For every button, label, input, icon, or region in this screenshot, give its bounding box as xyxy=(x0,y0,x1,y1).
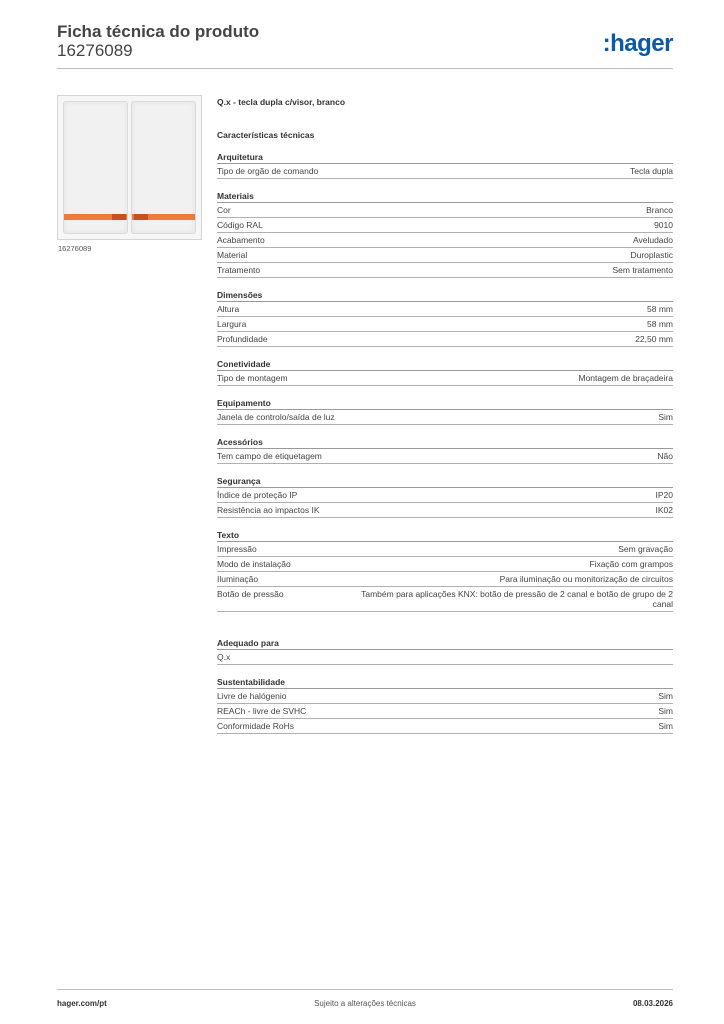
spec-group xyxy=(217,398,673,425)
spec-row xyxy=(217,302,673,317)
spec-label: Modo de instalação xyxy=(217,559,291,569)
page-title: Ficha técnica do produto xyxy=(57,22,260,41)
spec-group xyxy=(217,152,673,179)
spec-row xyxy=(217,233,673,248)
spec-group xyxy=(217,290,673,347)
spec-value: 58 mm xyxy=(647,319,673,329)
spec-group-title: Dimensões xyxy=(217,290,673,302)
spec-label: Conformidade RoHs xyxy=(217,721,295,731)
spec-value: 58 mm xyxy=(647,304,673,314)
spec-label: Q.x xyxy=(217,652,231,662)
spec-value: IP20 xyxy=(655,490,673,500)
spec-row xyxy=(217,488,673,503)
spec-group-title: Segurança xyxy=(217,476,673,488)
spec-label: Material xyxy=(217,250,248,260)
spec-group-title: Acessórios xyxy=(217,437,673,449)
spec-row xyxy=(217,572,673,587)
spec-group xyxy=(217,437,673,464)
spec-group-title: Materiais xyxy=(217,191,673,203)
spec-row xyxy=(217,332,673,347)
spec-group xyxy=(217,476,673,518)
spec-row xyxy=(217,263,673,278)
spec-group xyxy=(217,191,673,278)
spec-group-title: Arquitetura xyxy=(217,152,673,164)
spec-label: Acabamento xyxy=(217,235,265,245)
product-image xyxy=(57,95,202,240)
spec-value: Tecla dupla xyxy=(629,166,673,176)
header-divider xyxy=(57,68,673,69)
spec-label: Profundidade xyxy=(217,334,268,344)
spec-label: Cor xyxy=(217,205,231,215)
spec-row xyxy=(217,542,673,557)
spec-value: Para iluminação ou monitorização de circuitos xyxy=(499,574,673,584)
spec-row xyxy=(217,371,673,386)
spec-label: Impressão xyxy=(217,544,257,554)
spec-row xyxy=(217,410,673,425)
spec-group xyxy=(217,677,673,734)
spec-row xyxy=(217,650,673,665)
spec-group-title: Adequado para xyxy=(217,638,673,650)
spec-value: Sem gravação xyxy=(618,544,673,554)
image-caption: 16276089 xyxy=(58,244,92,253)
footer-website-link[interactable]: hager.com/pt xyxy=(57,999,107,1008)
spec-value: Não xyxy=(657,451,673,461)
led-lens xyxy=(134,214,148,220)
spec-group-title: Sustentabilidade xyxy=(217,677,673,689)
spec-label: Botão de pressão xyxy=(217,589,284,599)
spec-label: Tipo de orgão de comando xyxy=(217,166,319,176)
led-lens xyxy=(112,214,126,220)
spec-group xyxy=(217,638,673,665)
spec-value: Sem tratamento xyxy=(612,265,673,275)
spec-value: Sim xyxy=(658,691,673,701)
spec-row xyxy=(217,317,673,332)
spec-row xyxy=(217,587,673,612)
spec-group xyxy=(217,530,673,612)
spec-row xyxy=(217,704,673,719)
spec-value: Também para aplicações KNX: botão de pressão de 2 canal e botão de grupo de 2 canal xyxy=(361,589,673,609)
spec-group-title: Equipamento xyxy=(217,398,673,410)
footer-disclaimer: Sujeito a alterações técnicas xyxy=(314,999,416,1008)
spec-value: 9010 xyxy=(654,220,673,230)
footer-date: 08.03.2026 xyxy=(632,999,673,1008)
spec-label: Índice de proteção IP xyxy=(217,490,298,500)
spec-groups xyxy=(217,152,673,734)
rocker-left xyxy=(63,101,128,234)
spec-value: Duroplastic xyxy=(630,250,673,260)
spec-value: 22,50 mm xyxy=(635,334,673,344)
spec-row xyxy=(217,449,673,464)
spec-label: Resistência ao impactos IK xyxy=(217,505,320,515)
spec-value: Aveludado xyxy=(632,235,673,245)
spec-row xyxy=(217,164,673,179)
spec-label: Iluminação xyxy=(217,574,259,584)
product-code: 16276089 xyxy=(57,41,133,60)
spec-label: Altura xyxy=(217,304,240,314)
spec-label: Tem campo de etiquetagem xyxy=(217,451,322,461)
header xyxy=(57,22,673,68)
spec-group-title: Conetividade xyxy=(217,359,673,371)
spec-value: Branco xyxy=(646,205,673,215)
spec-content xyxy=(217,97,673,734)
spec-value: Sim xyxy=(658,412,673,422)
spec-row xyxy=(217,503,673,518)
spec-row xyxy=(217,248,673,263)
spec-label: Largura xyxy=(217,319,247,329)
spec-group xyxy=(217,359,673,386)
spec-value: IK02 xyxy=(655,505,673,515)
spec-label: REACh - livre de SVHC xyxy=(217,706,307,716)
spec-value: Montagem de braçadeira xyxy=(578,373,673,383)
spec-row xyxy=(217,203,673,218)
spec-label: Tipo de montagem xyxy=(217,373,288,383)
spec-row xyxy=(217,689,673,704)
footer xyxy=(57,989,673,1008)
rocker-right xyxy=(131,101,196,234)
spec-label: Livre de halógenio xyxy=(217,691,287,701)
product-name: Q.x - tecla dupla c/visor, branco xyxy=(217,97,346,107)
spec-row xyxy=(217,719,673,734)
spec-label: Código RAL xyxy=(217,220,263,230)
hager-logo[interactable]: :hager xyxy=(602,30,673,57)
spec-label: Janela de controlo/saída de luz xyxy=(217,412,335,422)
spec-group-title: Texto xyxy=(217,530,673,542)
spec-value: Sim xyxy=(658,721,673,731)
spec-row xyxy=(217,557,673,572)
spec-value: Fixação com grampos xyxy=(589,559,673,569)
spec-section-title: Características técnicas xyxy=(217,130,315,140)
spec-row xyxy=(217,218,673,233)
spec-label: Tratamento xyxy=(217,265,261,275)
spec-value: Sim xyxy=(658,706,673,716)
